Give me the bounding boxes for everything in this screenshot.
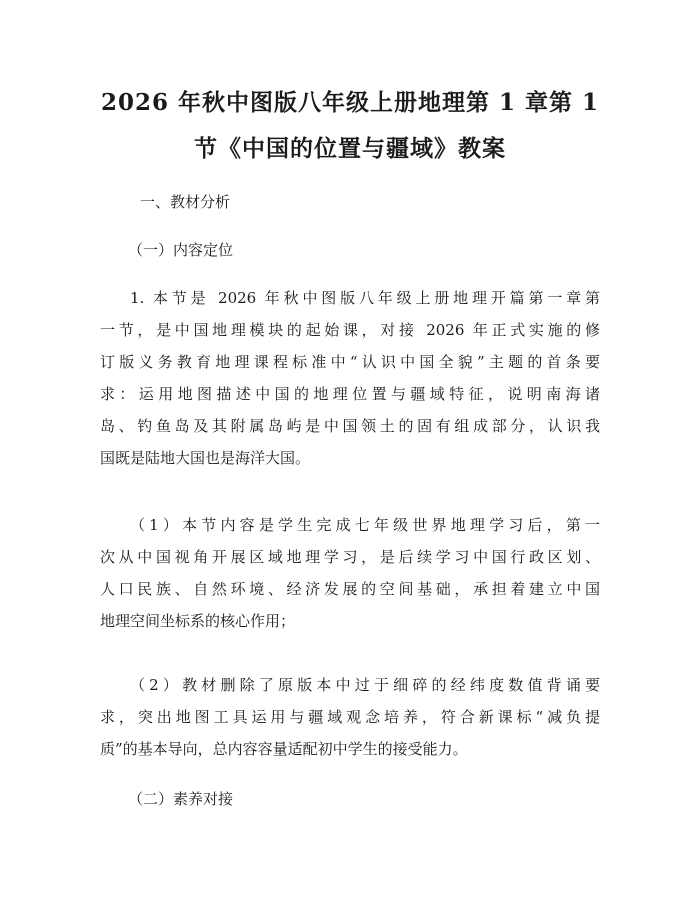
paragraph-line: （1）本节内容是学生完成七年级世界地理学习后，第一 bbox=[130, 516, 600, 534]
title-line-1: 2026 年秋中图版八年级上册地理第 1 章第 1 bbox=[100, 89, 600, 116]
paragraph-line: 一节，是中国地理模块的起始课，对接 2026 年正式实施的修 bbox=[100, 321, 600, 339]
paragraph-line: 人口民族、自然环境、经济发展的空间基础，承担着建立中国 bbox=[100, 580, 600, 598]
paragraph-line: 国既是陆地大国也是海洋大国。 bbox=[100, 449, 311, 467]
paragraph-3 bbox=[100, 669, 600, 765]
paragraph-1 bbox=[100, 282, 600, 474]
paragraph-line: 岛、钓鱼岛及其附属岛屿是中国领土的固有组成部分，认识我 bbox=[100, 417, 600, 435]
subsection-heading-content-positioning: （一）内容定位 bbox=[128, 241, 234, 259]
paragraph-line: 次从中国视角开展区域地理学习，是后续学习中国行政区划、 bbox=[100, 548, 600, 566]
paragraph-line: 求，突出地图工具运用与疆域观念培养，符合新课标“减负提 bbox=[100, 708, 600, 726]
document-title bbox=[80, 80, 620, 172]
section-heading-textbook-analysis: 一、教材分析 bbox=[140, 193, 231, 211]
paragraph-line: 订版义务教育地理课程标准中“认识中国全貌”主题的首条要 bbox=[100, 353, 600, 371]
paragraph-line: 质”的基本导向，总内容容量适配初中学生的接受能力。 bbox=[100, 740, 468, 758]
paragraph-line: 求：运用地图描述中国的地理位置与疆域特征，说明南海诸 bbox=[100, 385, 600, 403]
paragraph-2 bbox=[100, 509, 600, 637]
paragraph-line: 1. 本节是 2026 年秋中图版八年级上册地理开篇第一章第 bbox=[130, 289, 600, 307]
title-line-2: 节《中国的位置与疆域》教案 bbox=[194, 135, 506, 162]
paragraph-line: 地理空间坐标系的核心作用； bbox=[100, 612, 296, 630]
subsection-heading-competency-alignment: （二）素养对接 bbox=[128, 790, 234, 808]
paragraph-line: （2）教材删除了原版本中过于细碎的经纬度数值背诵要 bbox=[130, 676, 600, 694]
